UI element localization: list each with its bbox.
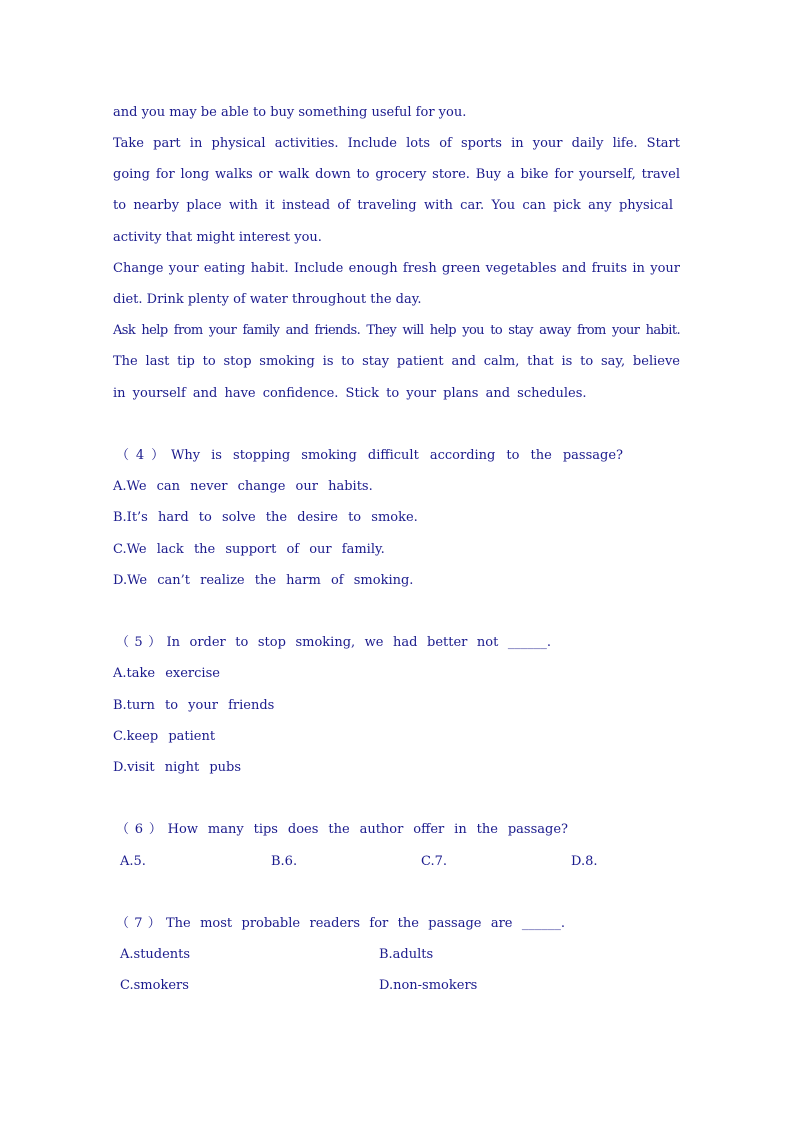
passage-line: diet. Drink plenty of water throughout the day.	[113, 292, 422, 307]
passage-line: Take part in physical activities. Include lots of sports in your daily life. Start	[113, 136, 680, 151]
answer-option: D.visit night pubs	[113, 760, 242, 775]
answer-option: C.smokers	[120, 978, 189, 993]
answer-option: B.adults	[379, 947, 434, 962]
answer-option: A.students	[120, 947, 191, 962]
passage-line: The last tip to stop smoking is to stay patient and calm, that is to say, believe	[113, 354, 680, 369]
answer-option: A.We can never change our habits.	[113, 479, 373, 494]
question-stem: （4）Why is stopping smoking difficult according to the passage?	[116, 448, 623, 463]
answer-option: D.We can’t realize the harm of smoking.	[113, 573, 414, 588]
answer-option: B.It’s hard to solve the desire to smoke.	[113, 510, 418, 525]
passage-line: to nearby place with it instead of traveling with car. You can pick any physical	[113, 198, 673, 213]
answer-option: C.We lack the support of our family.	[113, 542, 385, 557]
question-stem: （6）How many tips does the author offer in the passage?	[116, 822, 568, 837]
answer-option: C.7.	[421, 854, 448, 869]
answer-option: B.turn to your friends	[113, 698, 275, 713]
passage-line: and you may be able to buy something useful for you.	[113, 105, 467, 120]
passage-line: Change your eating habit. Include enough fresh green vegetables and fruits in your	[113, 261, 680, 276]
answer-option: D.non-smokers	[379, 978, 478, 993]
answer-option: B.6.	[271, 854, 298, 869]
question-stem: （7）The most probable readers for the passage are ______.	[116, 916, 565, 931]
answer-option: C.keep patient	[113, 729, 216, 744]
question-stem: （5）In order to stop smoking, we had better not ______.	[116, 635, 551, 650]
answer-option: A.5.	[120, 854, 146, 869]
passage-line: activity that might interest you.	[113, 230, 322, 245]
answer-option: A.take exercise	[113, 666, 220, 681]
passage-line: going for long walks or walk down to grocery store. Buy a bike for yourself, travel	[113, 167, 680, 182]
passage-line: Ask help from your family and friends. They will help you to stay away from your habit.	[113, 323, 680, 338]
answer-option: D.8.	[571, 854, 598, 869]
passage-line: in yourself and have confidence. Stick to your plans and schedules.	[113, 386, 587, 401]
